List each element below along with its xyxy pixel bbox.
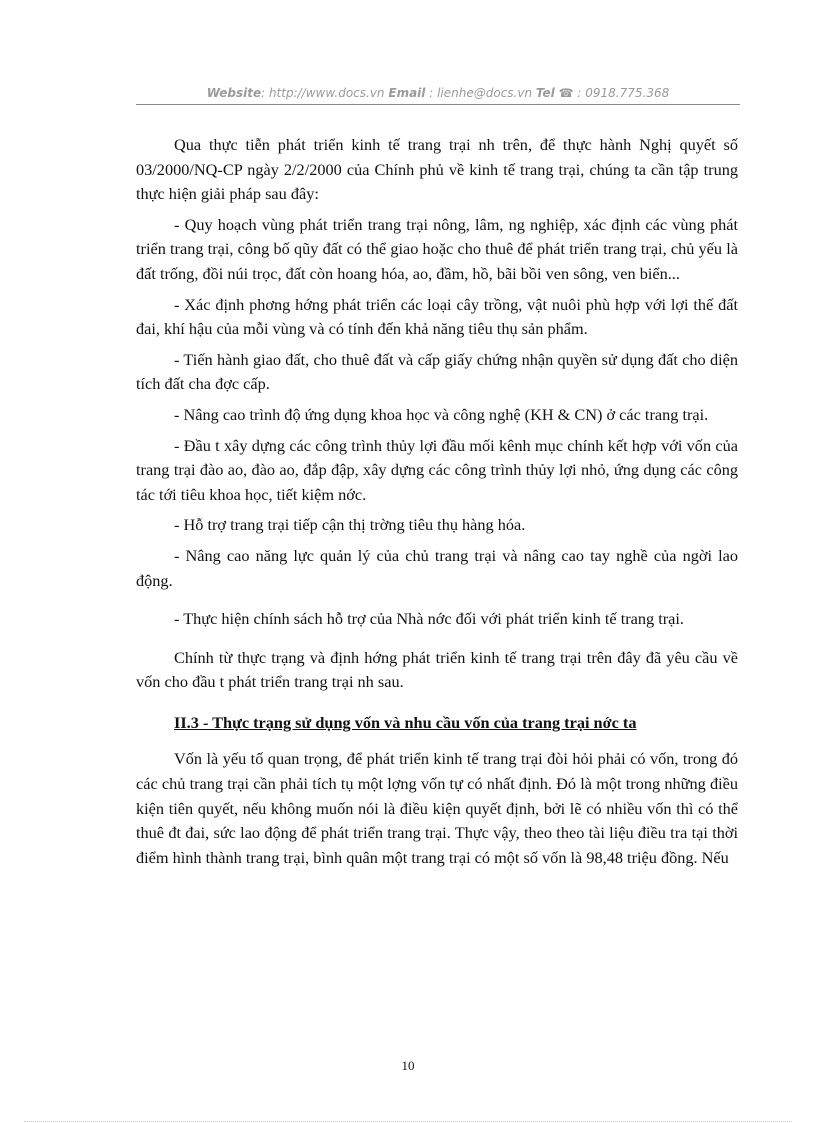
email-value: : lienhe@docs.vn [429, 86, 533, 100]
paragraph-capital: Vốn là yếu tố quan trọng, để phát triển kinh tế trang trại đòi hỏi phải có vốn, trong đó các chủ trang trại cần phải tích tụ một lợng vốn tự có nhất định. Đó là một trong những điều kiện tiên quyết, nếu không muốn nói là điều kiện quyết định, bởi lẽ có nhiều vốn thì có thể thuê đt đai, sức lao động để phát triển trang trại. Thực vậy, theo theo tài liệu điều tra tại thời điểm hình thành trang trại, bình quân một trang trại có một số vốn là 98,48 triệu đồng. Nếu [136, 749, 738, 867]
tel-value: ☎ : 0918.775.368 [558, 86, 670, 100]
paragraph-management: - Nâng cao năng lực quản lý của chủ trang trại và nâng cao tay nghề của ngời lao động. [136, 545, 738, 590]
header-divider [136, 104, 740, 105]
paragraph-intro: Qua thực tiễn phát triển kinh tế trang trại nh trên, để thực hành Nghị quyết số 03/2000/NQ-CP ngày 2/2/2000 của Chính phủ về kinh tế trang trại, chúng ta cần tập trung thực hiện giải pháp sau đây: [136, 135, 738, 204]
section-heading: II.3 - Thực trạng sử dụng vốn và nhu cầu vốn của trang trại nớc ta [174, 712, 637, 732]
paragraph-irrigation: - Đầu t xây dựng các công trình thủy lợi đầu mối kênh mục chính kết hợp với vốn của trang trại đào ao, đào ao, đắp đập, xây dựng các công trình thủy lợi nhỏ, ứng dụng các công tác tới tiêu khoa học, tiết kiệm nớc. [136, 435, 738, 504]
website-value: : http://www.docs.vn [261, 86, 385, 100]
page-number: 10 [401, 1058, 415, 1073]
document-body [136, 133, 738, 876]
paragraph-conclusion: Chính từ thực trạng và định hớng phát triển kinh tế trang trại trên đây đã yêu cầu về vốn cho đầu t phát triển trang trại nh sau. [136, 647, 738, 692]
paragraph-land: - Tiến hành giao đất, cho thuê đất và cấp giấy chứng nhận quyền sử dụng đất cho diện tích đất cha đợc cấp. [136, 349, 738, 394]
page-header [136, 86, 740, 100]
paragraph-planning: - Quy hoạch vùng phát triển trang trại nông, lâm, ng nghiệp, xác định các vùng phát triển trang trại, công bố qũy đất có thể giao hoặc cho thuê để phát triển trang trại, chủ yếu là đất trống, đồi núi trọc, đất còn hoang hóa, ao, đầm, hồ, bãi bồi ven sông, ven biển... [136, 214, 738, 283]
paragraph-direction: - Xác định phơng hớng phát triển các loại cây trồng, vật nuôi phù hợp với lợi thế đất đai, khí hậu của mỗi vùng và có tính đến khả năng tiêu thụ sản phẩm. [136, 294, 738, 339]
website-label: Website [206, 86, 262, 100]
email-label: Email [388, 86, 426, 100]
footer-divider [24, 1121, 792, 1122]
paragraph-policy: - Thực hiện chính sách hỗ trợ của Nhà nớc đối với phát triển kinh tế trang trại. [174, 609, 684, 629]
tel-label: Tel [535, 86, 555, 100]
paragraph-technology: - Nâng cao trình độ ứng dụng khoa học và công nghệ (KH & CN) ở các trang trại. [174, 404, 709, 424]
paragraph-market: - Hỗ trợ trang trại tiếp cận thị trờng tiêu thụ hàng hóa. [174, 515, 526, 535]
